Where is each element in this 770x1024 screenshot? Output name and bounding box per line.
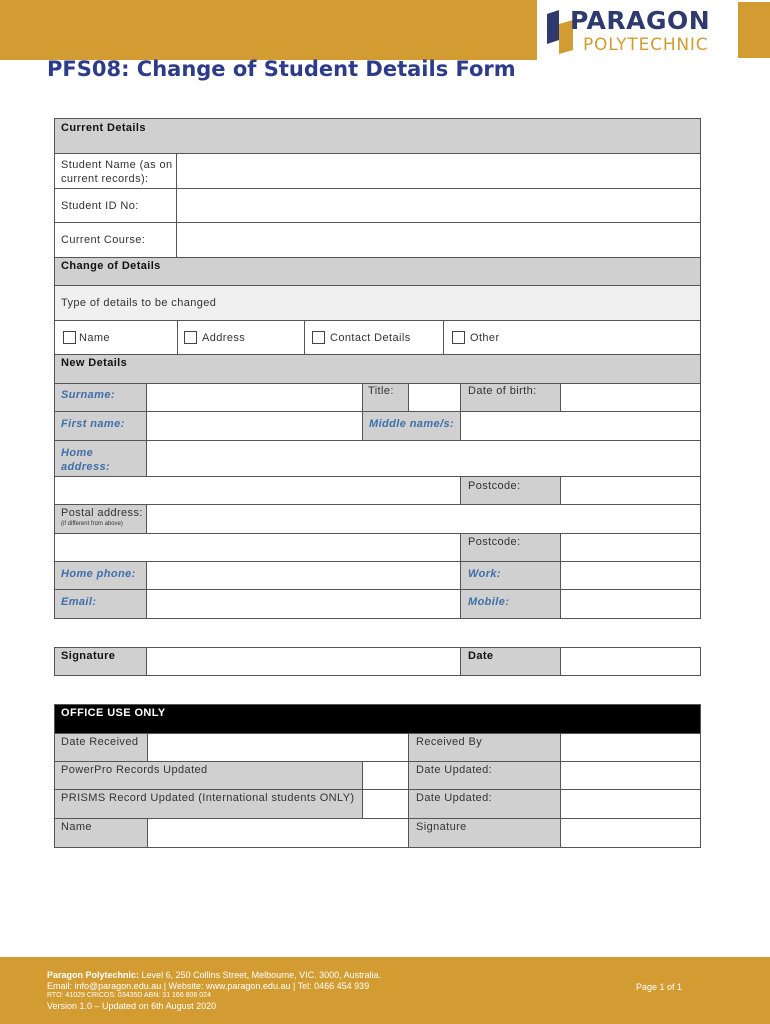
title-field[interactable] <box>408 383 461 412</box>
dob-label: Date of birth: <box>468 385 537 397</box>
date-updated-1-label: Date Updated: <box>416 764 493 776</box>
date-received-field[interactable] <box>147 733 409 762</box>
home-address-line2-field[interactable] <box>54 476 461 505</box>
date-updated-1-field[interactable] <box>560 761 701 790</box>
dob-field[interactable] <box>560 383 701 412</box>
postal-address-line2-field[interactable] <box>54 533 461 562</box>
email-label: Email: <box>61 596 97 608</box>
home-address-label: Home address: <box>61 447 111 473</box>
footer-version: Version 1.0 – Updated on 6th August 2020 <box>47 1001 217 1011</box>
signature-field[interactable] <box>146 647 461 676</box>
logo-name: PARAGON <box>570 6 711 35</box>
email-field[interactable] <box>146 589 461 619</box>
option-contact-label: Contact Details <box>330 332 411 344</box>
footer-page-number: Page 1 of 1 <box>636 982 683 992</box>
date-updated-2-label: Date Updated: <box>416 792 493 804</box>
other-checkbox[interactable] <box>452 331 465 344</box>
received-by-label: Received By <box>416 736 483 748</box>
footer-org: Paragon Polytechnic: <box>47 970 140 980</box>
date-updated-2-field[interactable] <box>560 789 701 819</box>
office-use-heading: OFFICE USE ONLY <box>61 707 166 719</box>
postal-address-field[interactable] <box>146 504 701 534</box>
signature-label: Signature <box>61 650 116 662</box>
office-signature-field[interactable] <box>560 818 701 848</box>
option-other-label: Other <box>470 332 500 344</box>
footer-rto: RTO: 41029 CRICOS: 03435D ABN: 31 166 806 024 <box>47 992 211 999</box>
footer-address: Level 6, 250 Collins Street, Melbourne, VIC. 3000, Australia. <box>141 970 382 980</box>
student-id-field[interactable] <box>176 188 701 223</box>
received-by-field[interactable] <box>560 733 701 762</box>
title-label: Title: <box>368 385 394 397</box>
logo-side-band <box>738 2 770 58</box>
page-title: PFS08: Change of Student Details Form <box>47 57 516 81</box>
change-details-heading: Change of Details <box>61 260 161 272</box>
surname-label: Surname: <box>61 389 115 401</box>
powerpro-field[interactable] <box>362 761 409 790</box>
date-field[interactable] <box>560 647 701 676</box>
current-details-heading: Current Details <box>61 122 146 134</box>
mobile-field[interactable] <box>560 589 701 619</box>
type-of-details-label: Type of details to be changed <box>61 297 217 309</box>
middle-names-field[interactable] <box>460 411 701 441</box>
postcode-field[interactable] <box>560 476 701 505</box>
postal-address-note: (if different from above) <box>61 521 123 527</box>
postcode2-field[interactable] <box>560 533 701 562</box>
logo-subtitle: POLYTECHNIC <box>583 35 709 55</box>
work-label: Work: <box>468 568 501 580</box>
home-phone-field[interactable] <box>146 561 461 590</box>
current-course-field[interactable] <box>176 222 701 258</box>
first-name-label: First name: <box>61 418 125 430</box>
contact-details-checkbox[interactable] <box>312 331 325 344</box>
home-address-field[interactable] <box>146 440 701 477</box>
office-signature-label: Signature <box>416 821 467 833</box>
current-details-header <box>54 118 701 154</box>
option-name-label: Name <box>79 332 110 344</box>
work-field[interactable] <box>560 561 701 590</box>
office-name-label: Name <box>61 821 92 833</box>
first-name-field[interactable] <box>146 411 363 441</box>
office-name-field[interactable] <box>147 818 409 848</box>
name-checkbox[interactable] <box>63 331 76 344</box>
middle-names-label: Middle name/s: <box>369 418 455 430</box>
footer-address-line <box>47 970 381 980</box>
date-received-label: Date Received <box>61 736 139 748</box>
prisms-field[interactable] <box>362 789 409 819</box>
postcode2-label: Postcode: <box>468 536 521 548</box>
surname-field[interactable] <box>146 383 363 412</box>
mobile-label: Mobile: <box>468 596 510 608</box>
current-course-label: Current Course: <box>61 234 146 246</box>
powerpro-label: PowerPro Records Updated <box>61 764 208 776</box>
postal-address-label: Postal address: <box>61 507 143 519</box>
student-name-label: Student Name (as on current records): <box>61 159 173 185</box>
date-label: Date <box>468 650 494 662</box>
home-phone-label: Home phone: <box>61 568 136 580</box>
prisms-label: PRISMS Record Updated (International students ONLY) <box>61 792 355 804</box>
new-details-heading: New Details <box>61 357 128 369</box>
footer-contact: Email: info@paragon.edu.au | Website: www.paragon.edu.au | Tel: 0466 454 939 <box>47 981 370 991</box>
option-address-label: Address <box>202 332 246 344</box>
student-id-label: Student ID No: <box>61 200 139 212</box>
address-checkbox[interactable] <box>184 331 197 344</box>
new-details-header <box>54 354 701 384</box>
student-name-field[interactable] <box>176 153 701 189</box>
postcode-label: Postcode: <box>468 480 521 492</box>
